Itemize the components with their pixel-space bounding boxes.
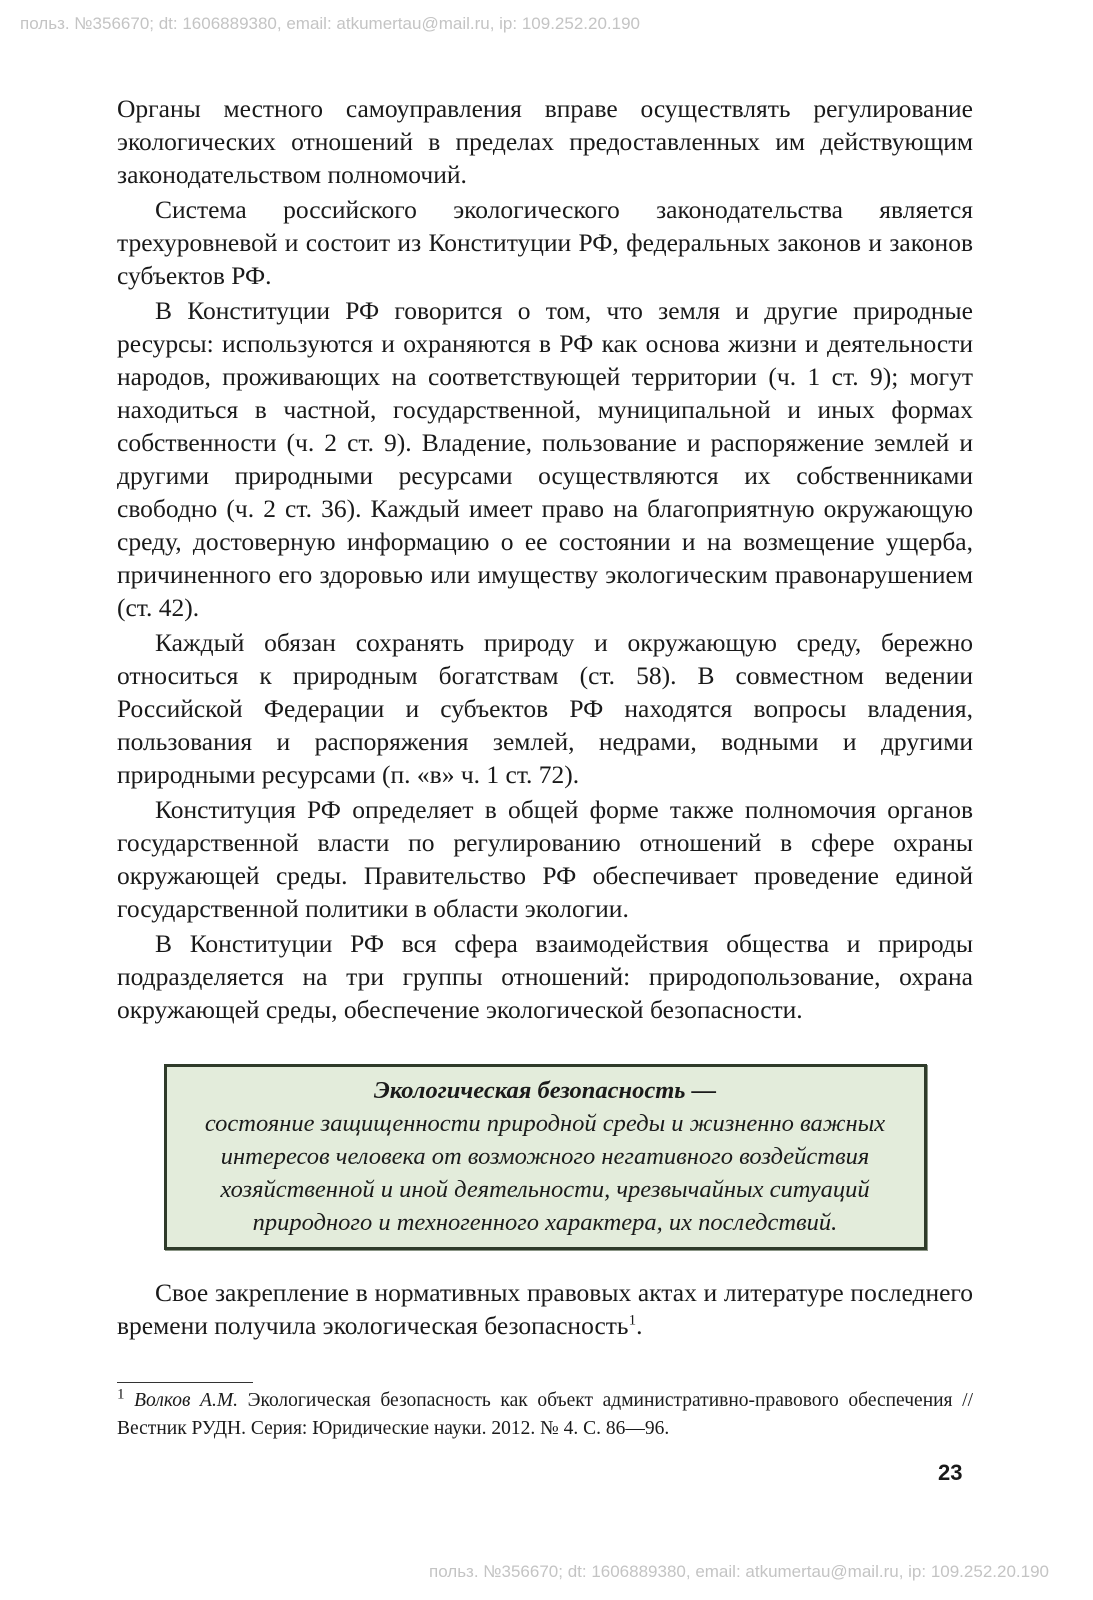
footnote-divider <box>117 1382 253 1383</box>
paragraph-6: В Конституции РФ вся сфера взаимодействия общества и природы подразделяется на три группы отношений: природопользование, охрана окружающей среды, обеспечение экологической безопасности. <box>117 929 973 1024</box>
page-number: 23 <box>938 1460 963 1485</box>
definition-term: Экологическая безопасность — <box>373 1077 717 1104</box>
footnote-number: 1 <box>117 1386 125 1403</box>
footnote-reference[interactable]: 1 <box>628 1312 637 1329</box>
footnote-author: Волков А.М. <box>134 1390 238 1411</box>
page-content <box>117 92 973 1443</box>
footnote <box>117 1387 973 1443</box>
after-box-end: . <box>636 1311 643 1340</box>
after-box-text: Свое закрепление в нормативных правовых актах и литературе последнего времени получила экологическая безопасность <box>117 1278 973 1340</box>
paragraph-2: Система российского экологического законодательства является трехуровневой и состоит из Конституции РФ, федеральных законов и законов субъектов РФ. <box>117 195 973 290</box>
footnote-text: Экологическая безопасность как объект административно-правового обеспечения // Вестник РУДН. Серия: Юридические науки. 2012. № 4. С. 86—96. <box>117 1390 973 1439</box>
definition-text: состояние защищенности природной среды и жизненно важных интересов человека от возможного негативного воздействия хозяйственной и иной деятельности, чрезвычайных ситуаций природного и техногенного характера, их последствий. <box>204 1110 886 1236</box>
paragraph-after-box <box>117 1276 973 1342</box>
definition-box <box>164 1064 927 1250</box>
paragraph-1: Органы местного самоуправления вправе осуществлять регулирование экологических отношений в пределах предоставленных им действующим законодательством полномочий. <box>117 94 973 189</box>
watermark-bottom: польз. №356670; dt: 1606889380, email: atkumertau@mail.ru, ip: 109.252.20.190 <box>428 1562 1049 1581</box>
watermark-top: польз. №356670; dt: 1606889380, email: atkumertau@mail.ru, ip: 109.252.20.190 <box>20 14 641 33</box>
paragraph-4: Каждый обязан сохранять природу и окружающую среду, бережно относиться к природным богатствам (ст. 58). В совместном ведении Российской Федерации и субъектов РФ находятся вопросы владения, пользования и распоряжения землей, недрами, водными и другими природными ресурсами (п. «в» ч. 1 ст. 72). <box>117 628 973 789</box>
paragraph-3: В Конституции РФ говорится о том, что земля и другие природные ресурсы: используются и охраняются в РФ как основа жизни и деятельности народов, проживающих на соответствующей территории (ч. 1 ст. 9); могут находиться в частной, государственной, муниципальной и иных формах собственности (ч. 2 ст. 9). Владение, пользование и распоряжение землей и другими природными ресурсами осуществляются их собственниками свободно (ч. 2 ст. 36). Каждый имеет право на благоприятную окружающую среду, достоверную информацию о ее состоянии и на возмещение ущерба, причиненного его здоровью или имуществу экологическим правонарушением (ст. 42). <box>117 296 973 622</box>
paragraph-5: Конституция РФ определяет в общей форме также полномочия органов государственной власти по регулированию отношений в сфере охраны окружающей среды. Правительство РФ обеспечивает проведение единой государственной политики в области экологии. <box>117 795 973 923</box>
